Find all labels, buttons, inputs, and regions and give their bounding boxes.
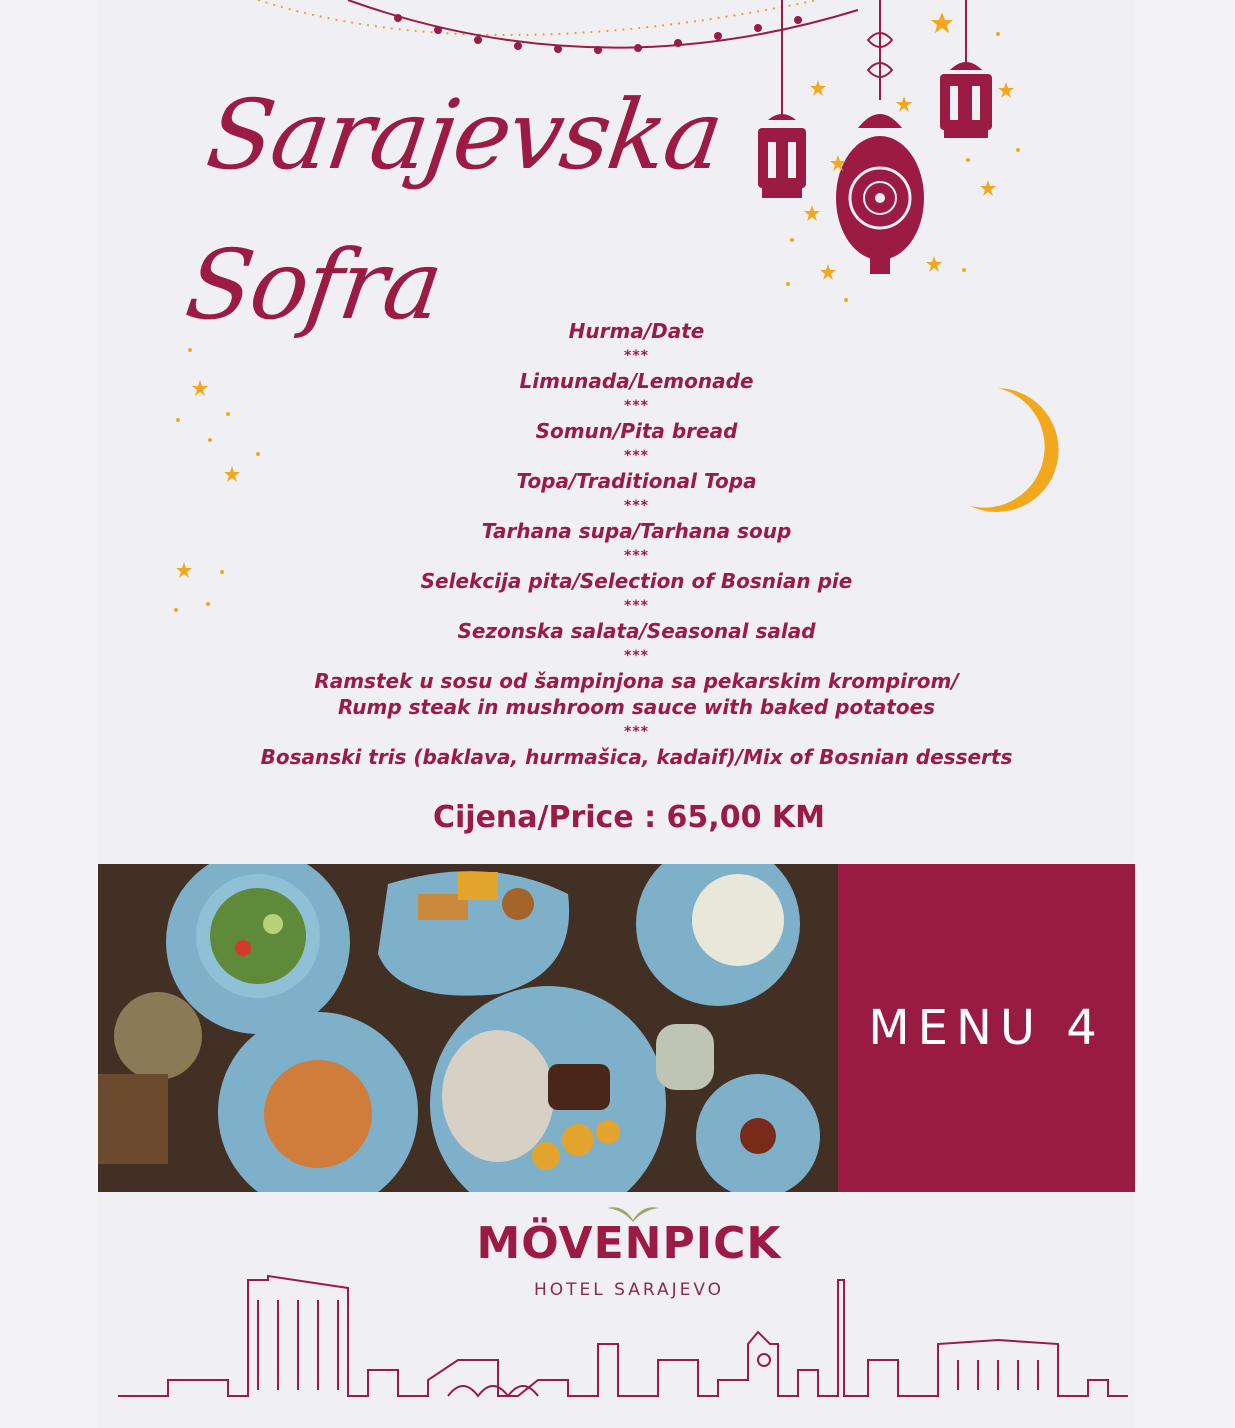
- page-title: [177, 60, 731, 360]
- menu-item-steak: Ramstek u sosu od šampinjona sa pekarskim krompirom/ Rump steak in mushroom sauce with baked potatoes: [314, 669, 959, 719]
- separator: ***: [624, 648, 649, 664]
- price-label: Cijena/Price : 65,00 KM: [432, 800, 825, 835]
- drink-glass: [656, 1024, 714, 1090]
- separator: ***: [624, 448, 649, 464]
- lantern-icon: [758, 0, 806, 198]
- title-line-2: Sofra: [179, 229, 448, 341]
- menu-list: [98, 318, 1135, 770]
- menu-item-date: Hurma/Date: [568, 319, 705, 343]
- separator: ***: [624, 398, 649, 414]
- copper-pot: [114, 992, 202, 1080]
- menu-item-salad: Sezonska salata/Seasonal salad: [457, 619, 816, 643]
- menu-item-desserts: Bosanski tris (baklava, hurmašica, kadaif)/Mix of Bosnian desserts: [260, 745, 1013, 769]
- separator: ***: [624, 548, 649, 564]
- separator: ***: [624, 724, 649, 740]
- menu-item-pita-bread: Somun/Pita bread: [535, 419, 738, 443]
- separator: ***: [624, 348, 649, 364]
- separator: ***: [624, 498, 649, 514]
- menu-poster: [98, 0, 1135, 1428]
- menu-item-pie: Selekcija pita/Selection of Bosnian pie: [420, 569, 853, 593]
- hotel-logo-name: MÖVENPICK: [476, 1218, 782, 1269]
- title-line-1: Sarajevska: [200, 79, 729, 191]
- menu-item-lemonade: Limunada/Lemonade: [519, 369, 754, 393]
- hotel-logo-subtitle: HOTEL SARAJEVO: [533, 1280, 725, 1300]
- menu-number-box: [838, 864, 1135, 1192]
- menu-item-soup: Tarhana supa/Tarhana soup: [481, 519, 792, 543]
- separator: ***: [624, 598, 649, 614]
- menu-item-topa: Topa/Traditional Topa: [516, 469, 757, 493]
- gold-garland: [258, 0, 818, 35]
- skyline-drawing: [98, 1260, 1135, 1428]
- food-photo: [98, 864, 838, 1192]
- menu-number-label: MENU 4: [868, 1000, 1105, 1056]
- ornate-lantern-icon: [836, 0, 924, 274]
